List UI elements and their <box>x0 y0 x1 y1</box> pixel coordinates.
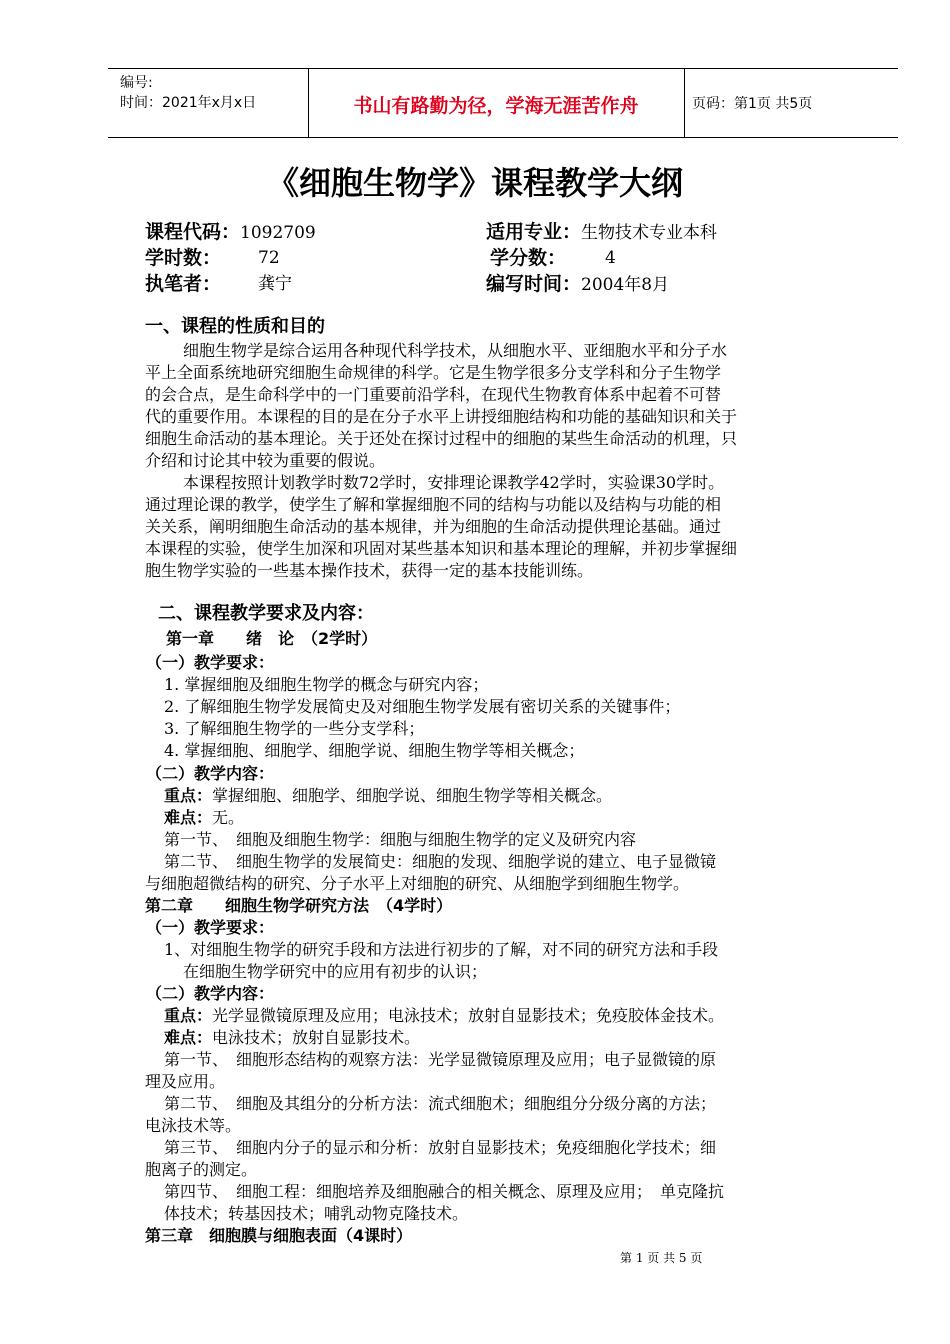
key-label: 重点： <box>164 1006 213 1025</box>
paragraph-line: 关关系，阐明细胞生命活动的基本规律，并为细胞的生命活动提供理论基础。通过 <box>145 517 722 536</box>
paragraph-line: 介绍和讨论其中较为重要的假说。 <box>145 451 386 470</box>
header-meta <box>120 73 256 113</box>
paragraph-line: 胞离子的测定。 <box>145 1160 258 1179</box>
header-page-info: 页码：第1页 共5页 <box>692 96 813 112</box>
date-label: 编写时间： <box>486 273 582 295</box>
paragraph-line: 平上全面系统地研究细胞生命规律的科学。它是生物学很多分支学科和分子生物学 <box>145 363 722 382</box>
section2-heading: 二、课程教学要求及内容： <box>158 603 374 624</box>
header-table <box>108 68 898 138</box>
difficulty-label: 难点： <box>164 1028 213 1047</box>
key-text: 掌握细胞、细胞学、细胞学说、细胞生物学等相关概念。 <box>212 786 613 805</box>
course-author <box>145 271 221 298</box>
document-title: 《细胞生物学》课程教学大纲 <box>266 164 683 202</box>
author-label: 执笔者： <box>145 273 222 295</box>
credits-value: 4 <box>605 248 616 268</box>
list-item: 2. 了解细胞生物学发展简史及对细胞生物学发展有密切关系的关键事件； <box>164 697 681 716</box>
list-item: 在细胞生物学研究中的应用有初步的认识； <box>183 962 488 981</box>
paragraph-line: 与细胞超微结构的研究、分子水平上对细胞的研究、从细胞学到细胞生物学。 <box>145 874 690 893</box>
credits-label: 学分数： <box>490 247 567 269</box>
course-hours <box>145 245 221 272</box>
paragraph-line: 第二节、 细胞生物学的发展简史：细胞的发现、细胞学说的建立、电子显微镜 <box>164 852 717 871</box>
paragraph-line: 第三节、 细胞内分子的显示和分析：放射自显影技术；免疫细胞化学技术；细 <box>164 1138 717 1157</box>
paragraph-line: 第四节、 细胞工程：细胞培养及细胞融合的相关概念、原理及应用； 单克隆抗 <box>164 1182 725 1201</box>
section1-heading: 一、课程的性质和目的 <box>145 316 325 337</box>
course-code-label: 课程代码： <box>145 221 241 243</box>
paragraph-line: 代的重要作用。本课程的目的是在分子水平上讲授细胞结构和功能的基础知识和关于 <box>145 407 738 426</box>
paragraph-line: 第二节、 细胞及其组分的分析方法：流式细胞术；细胞组分分级分离的方法； <box>164 1094 717 1113</box>
course-credits <box>490 245 566 272</box>
ch2-content-heading: （二）教学内容： <box>146 984 275 1003</box>
difficulty-label: 难点： <box>164 808 213 827</box>
list-item: 1. 掌握细胞及细胞生物学的概念与研究内容； <box>164 675 489 694</box>
paragraph-line: 通过理论课的教学，使学生了解和掌握细胞不同的结构与功能以及结构与功能的相 <box>145 495 722 514</box>
paragraph-line: 电泳技术等。 <box>145 1116 242 1135</box>
ch2-requirements-heading: （一）教学要求： <box>146 918 275 937</box>
chapter1-title: 第一章 绪 论 （2学时） <box>166 629 378 648</box>
page-footer: 第 1 页 共 5 页 <box>620 1251 703 1265</box>
paragraph-line: 第一节、 细胞形态结构的观察方法：光学显微镜原理及应用；电子显微镜的原 <box>164 1050 717 1069</box>
paragraph-line: 的会合点，是生命科学中的一门重要前沿学科，在现代生物教育体系中起着不可替 <box>145 385 722 404</box>
header-motto: 书山有路勤为径，学海无涯苦作舟 <box>353 95 639 117</box>
ch1-requirements-heading: （一）教学要求： <box>146 653 275 672</box>
course-code <box>145 219 316 246</box>
major-label: 适用专业： <box>486 221 582 243</box>
hours-label: 学时数： <box>145 247 222 269</box>
ch2-key-points <box>164 1005 724 1027</box>
header-divider <box>684 69 685 137</box>
paragraph-line: 胞生物学实验的一些基本操作技术，获得一定的基本技能训练。 <box>145 561 594 580</box>
chapter3-title: 第三章 细胞膜与细胞表面（4课时） <box>145 1226 413 1245</box>
course-major <box>486 219 717 246</box>
paragraph-line: 体技术；转基因技术；哺乳动物克隆技术。 <box>164 1204 469 1223</box>
compile-date <box>486 271 669 298</box>
serial-label: 编号: <box>120 75 153 91</box>
difficulty-text: 电泳技术；放射自显影技术。 <box>212 1028 421 1047</box>
paragraph-line: 本课程的实验，使学生加深和巩固对某些基本知识和基本理论的理解，并初步掌握细 <box>145 539 738 558</box>
paragraph-line: 细胞生命活动的基本理论。关于还处在探讨过程中的细胞的某些生命活动的机理，只 <box>145 429 738 448</box>
paragraph-line: 本课程按照计划教学时数72学时，安排理论课教学42学时，实验课30学时。 <box>183 473 725 492</box>
date-value: 2004年8月 <box>581 275 670 295</box>
list-item: 1、对细胞生物学的研究手段和方法进行初步的了解，对不同的研究方法和手段 <box>164 940 719 959</box>
ch1-difficult-points <box>164 807 244 829</box>
course-code-value: 1092709 <box>240 223 316 243</box>
ch1-content-heading: （二）教学内容： <box>146 764 275 783</box>
ch2-difficult-points <box>164 1027 420 1049</box>
paragraph-line: 细胞生物学是综合运用各种现代科学技术，从细胞水平、亚细胞水平和分子水 <box>183 341 728 360</box>
list-item: 3. 了解细胞生物学的一些分支学科； <box>164 719 425 738</box>
paragraph-line: 理及应用。 <box>145 1072 226 1091</box>
hours-value: 72 <box>258 248 280 268</box>
list-item: 4. 掌握细胞、细胞学、细胞学说、细胞生物学等相关概念； <box>164 741 585 760</box>
key-label: 重点： <box>164 786 213 805</box>
key-text: 光学显微镜原理及应用；电泳技术；放射自显影技术；免疫胶体金技术。 <box>212 1006 725 1025</box>
ch1-key-points <box>164 785 612 807</box>
difficulty-text: 无。 <box>212 808 245 827</box>
time-label: 时间：2021年x月x日 <box>120 95 257 111</box>
author-value: 龚宁 <box>258 274 292 294</box>
paragraph-line: 第一节、 细胞及细胞生物学：细胞与细胞生物学的定义及研究内容 <box>164 830 637 849</box>
chapter2-title: 第二章 细胞生物学研究方法 （4学时） <box>145 896 453 915</box>
major-value: 生物技术专业本科 <box>581 223 718 243</box>
